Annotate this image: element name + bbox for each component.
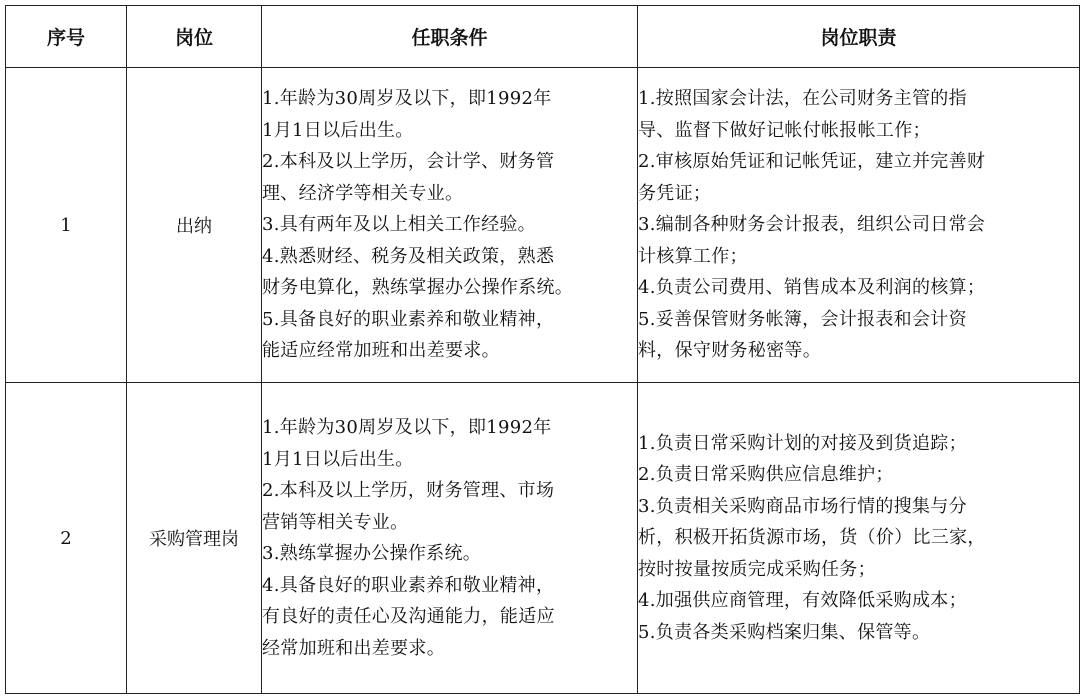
- header-number: 序号: [6, 6, 127, 68]
- duty-line: 料，保守财务秘密等。: [638, 340, 821, 362]
- duty-line: 导、监督下做好记帐付帐报帐工作；: [638, 119, 931, 141]
- duty-line: 4.加强供应商管理，有效降低采购成本；: [638, 590, 967, 612]
- row-number: 2: [6, 383, 127, 694]
- duty-line: 2.负责日常采购供应信息维护；: [638, 464, 894, 486]
- duty-line: 务凭证；: [638, 182, 712, 204]
- requirement-line: 营销等相关专业。: [262, 511, 409, 533]
- header-requirements: 任职条件: [262, 6, 638, 68]
- requirement-line: 2.本科及以上学历，财务管理、市场: [262, 480, 555, 501]
- duty-line: 析，积极开拓货源市场，货（价）比三家，: [638, 527, 986, 549]
- table-row: [6, 68, 1080, 383]
- requirement-line: 4.熟悉财经、税务及相关政策，熟悉: [262, 245, 555, 267]
- requirement-line: 3.熟练掌握办公操作系统。: [262, 543, 482, 564]
- requirement-line: 1月1日以后出生。: [262, 119, 414, 141]
- requirement-line: 有良好的责任心及沟通能力，能适应: [262, 606, 555, 627]
- position-name: 出纳: [127, 68, 262, 383]
- table-row: [6, 383, 1080, 694]
- header-duties: 岗位职责: [638, 6, 1080, 68]
- duty-line: 5.妥善保管财务帐簿，会计报表和会计资: [638, 308, 967, 330]
- requirement-line: 能适应经常加班和出差要求。: [262, 340, 500, 362]
- duty-line: 4.负责公司费用、销售成本及利润的核算；: [638, 277, 986, 299]
- duty-line: 5.负责各类采购档案归集、保管等。: [638, 621, 931, 643]
- row-number: 1: [6, 68, 127, 383]
- duties-cell: [638, 383, 1080, 694]
- duty-line: 1.按照国家会计法，在公司财务主管的指: [638, 88, 967, 110]
- requirement-line: 1月1日以后出生。: [262, 448, 414, 470]
- header-row: [6, 6, 1080, 68]
- duty-line: 1.负责日常采购计划的对接及到货追踪；: [638, 432, 967, 454]
- requirement-line: 4.具备良好的职业素养和敬业精神，: [262, 574, 555, 596]
- requirement-line: 财务电算化，熟练掌握办公操作系统。: [262, 277, 574, 299]
- duty-line: 3.编制各种财务会计报表，组织公司日常会: [638, 214, 986, 236]
- requirement-line: 2.本科及以上学历，会计学、财务管: [262, 151, 555, 173]
- requirement-line: 3.具有两年及以上相关工作经验。: [262, 214, 536, 236]
- duty-line: 按时按量按质完成采购任务；: [638, 558, 876, 580]
- duty-line: 2.审核原始凭证和记帐凭证，建立并完善财: [638, 151, 986, 173]
- duty-line: 3.负责相关采购商品市场行情的搜集与分: [638, 495, 967, 517]
- requirement-line: 1.年龄为30周岁及以下，即1992年: [262, 417, 552, 438]
- job-table: [5, 5, 1080, 694]
- duty-line: 计核算工作；: [638, 245, 748, 267]
- requirement-line: 5.具备良好的职业素养和敬业精神，: [262, 308, 555, 330]
- duties-cell: [638, 68, 1080, 383]
- position-name: 采购管理岗: [127, 383, 262, 694]
- requirements-cell: [262, 68, 638, 383]
- requirements-cell: [262, 383, 638, 694]
- header-position: 岗位: [127, 6, 262, 68]
- requirement-line: 经常加班和出差要求。: [262, 637, 445, 659]
- requirement-line: 1.年龄为30周岁及以下，即1992年: [262, 88, 552, 110]
- requirement-line: 理、经济学等相关专业。: [262, 182, 464, 204]
